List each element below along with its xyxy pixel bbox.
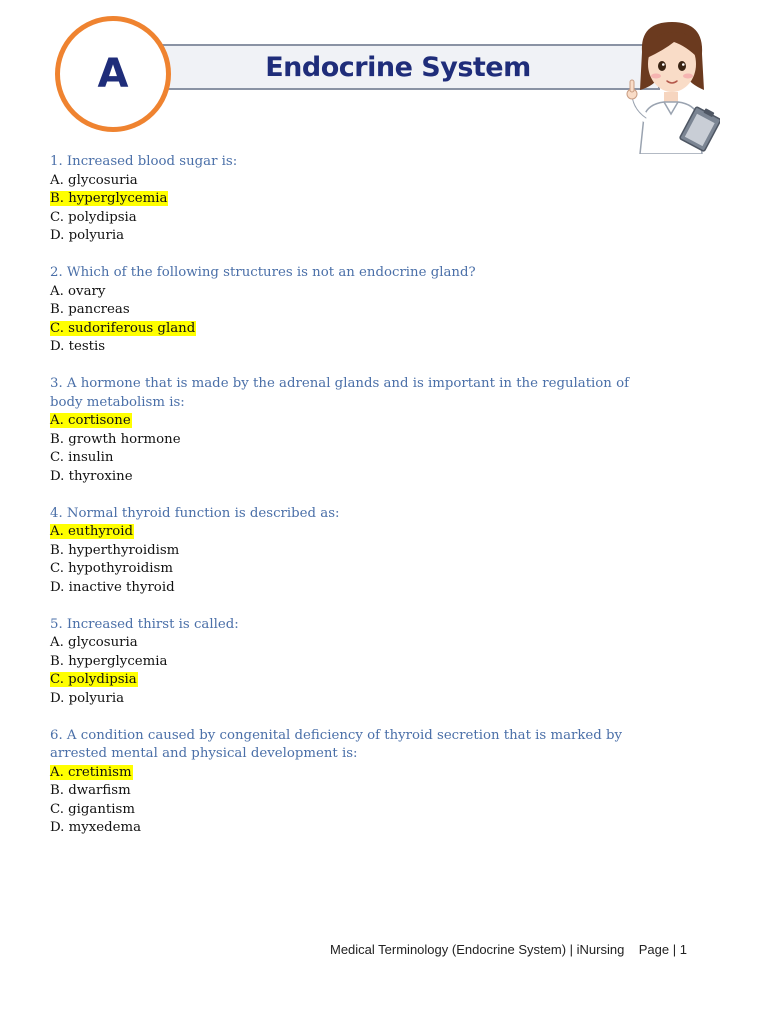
answer-option-correct: A. cortisone — [50, 413, 131, 428]
answer-option: D. myxedema — [50, 820, 142, 835]
question-text: 5. Increased thirst is called: — [50, 616, 239, 632]
question-text: 3. A hormone that is made by the adrenal glands and is important in the regulation of body metabolism is: — [50, 376, 630, 410]
question-text: 2. Which of the following structures is not an endocrine gland? — [50, 265, 476, 280]
question-text: 6. A condition caused by congenital deficiency of thyroid secretion that is marked by arrested mental and physical development is: — [50, 727, 623, 761]
section-badge — [55, 16, 171, 132]
section-letter: A — [97, 51, 129, 97]
answer-option-correct: C. polydipsia — [50, 672, 137, 687]
page-footer: Medical Terminology (Endocrine System) | iNursing Page | 1 — [330, 942, 687, 957]
question-text: 1. Increased blood sugar is: — [50, 154, 238, 169]
answer-option-correct: A. euthyroid — [50, 524, 134, 539]
answer-option: D. polyuria — [50, 228, 125, 243]
answer-option: C. gigantism — [50, 801, 135, 817]
question-text: 4. Normal thyroid function is described as: — [50, 505, 340, 521]
answer-option: C. polydipsia — [50, 209, 137, 225]
answer-option-correct: B. hyperglycemia — [50, 191, 168, 206]
answer-option: D. testis — [50, 339, 106, 354]
answer-option: A. ovary — [50, 283, 106, 299]
answer-option: A. glycosuria — [50, 172, 138, 188]
question-1 — [50, 153, 650, 246]
answer-option: D. inactive thyroid — [50, 579, 175, 595]
question-3 — [50, 375, 650, 486]
question-4 — [50, 505, 650, 598]
answer-option: D. polyuria — [50, 690, 125, 706]
answer-option: B. hyperthyroidism — [50, 542, 180, 558]
answer-option: B. hyperglycemia — [50, 653, 168, 669]
answer-option: C. hypothyroidism — [50, 561, 173, 576]
answer-option-correct: A. cretinism — [50, 764, 132, 780]
answer-option: B. growth hormone — [50, 431, 181, 447]
quiz-list — [50, 153, 650, 856]
question-2 — [50, 264, 650, 357]
answer-option: B. pancreas — [50, 302, 130, 317]
page-title: Endocrine System — [265, 51, 531, 83]
question-6 — [50, 727, 650, 838]
answer-option-correct: C. sudoriferous gland — [50, 320, 196, 336]
question-5 — [50, 616, 650, 709]
answer-option: B. dwarfism — [50, 783, 131, 798]
answer-option: C. insulin — [50, 450, 114, 465]
nurse-with-clipboard-icon — [620, 18, 720, 154]
answer-option: D. thyroxine — [50, 468, 133, 484]
answer-option: A. glycosuria — [50, 635, 138, 650]
